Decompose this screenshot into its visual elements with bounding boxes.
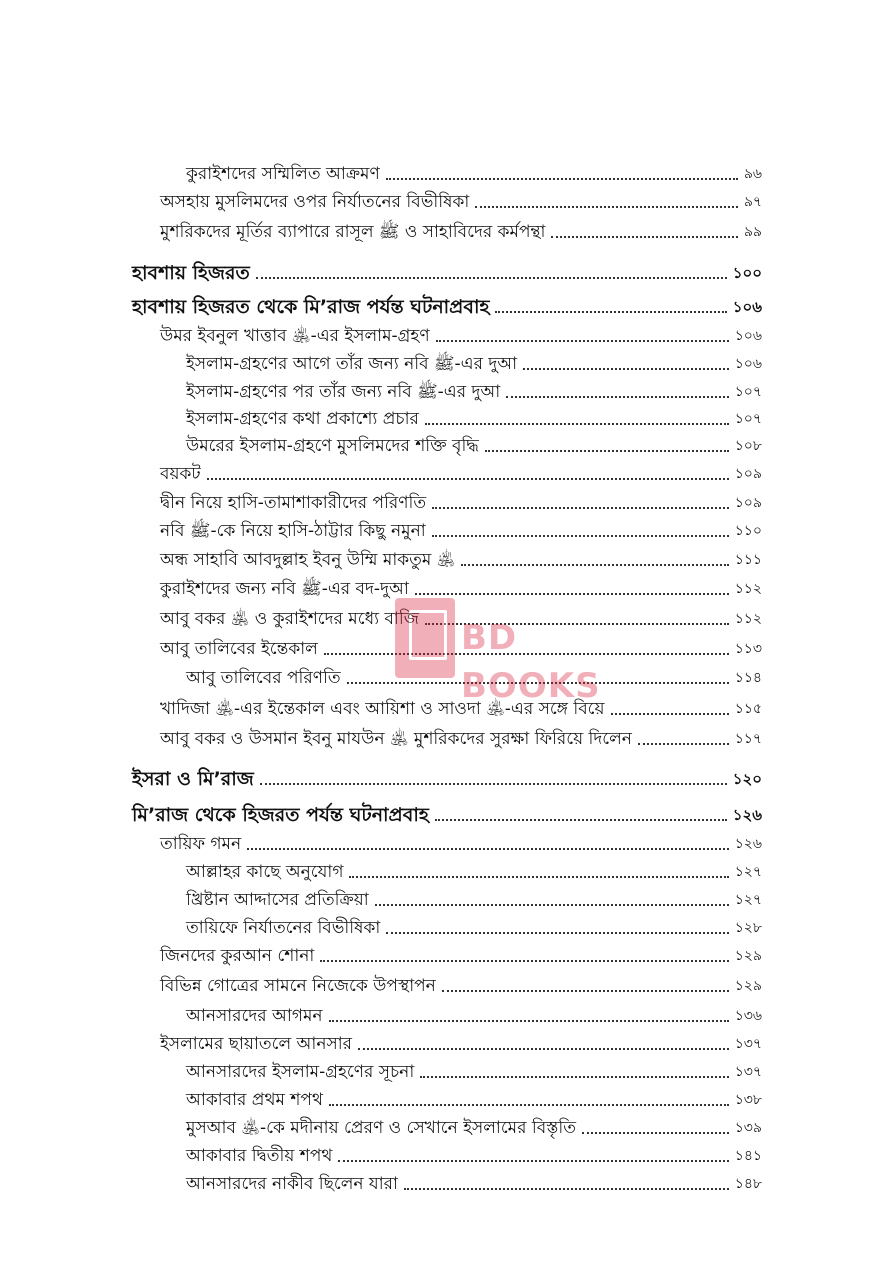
toc-entry[interactable] [160,690,762,720]
dot-leader [247,848,729,850]
toc-page-number: ১২০ [732,770,762,788]
toc-page-number: ১১০ [734,523,762,539]
toc-entry[interactable] [160,484,762,514]
toc-page-number: ১০৯ [734,495,762,511]
dot-leader [425,623,729,625]
toc-page-number: ১৪১ [734,1148,762,1164]
toc-title: হাবশায় হিজরত [132,262,250,284]
toc-page-number: ১১১ [734,552,762,568]
toc-entry[interactable] [160,1025,762,1055]
toc-page-number: ১১৫ [734,701,762,717]
toc-title: মুসআব ﵁-কে মদীনায় প্রেরণ ও সেখানে ইসলামের বিস্তৃতি [186,1118,577,1138]
toc-page-number: ১০৬ [734,328,762,344]
toc-title: আকাবার প্রথম শপথ [186,1090,323,1110]
toc-entry[interactable] [160,455,762,485]
toc-page-number: ১০০ [732,264,762,282]
toc-page-number: ৯৭ [743,194,762,210]
toc-section-entry[interactable] [132,254,762,284]
toc-page-number: ১৩৮ [734,1092,762,1108]
toc-title: দ্বীন নিয়ে হাসি-তামাশাকারীদের পরিণতি [160,493,427,513]
dot-leader [523,368,729,370]
toc-section-entry[interactable] [132,288,762,318]
toc-entry[interactable] [186,909,762,939]
dot-leader [435,819,727,821]
toc-title: মুশরিকদের মূর্তির ব্যাপারে রাসূল ﷺ ও সাহাবিদের কর্মপন্থা [160,222,546,242]
toc-page-number: ১৩৭ [734,1036,762,1052]
toc-entry[interactable] [186,881,762,911]
toc-title: খ্রিষ্টান আদ্দাসের প্রতিক্রিয়া [186,890,369,910]
toc-title: উমর ইবনুল খাত্তাব ﵁-এর ইসলাম-গ্রহণ [160,326,430,346]
toc-section-entry[interactable] [132,796,762,826]
toc-page-number: ১২৯ [734,978,762,994]
dot-leader [506,396,728,398]
toc-entry[interactable] [160,967,762,997]
toc-entry[interactable] [160,570,762,600]
toc-page-number: ৯৯ [743,224,762,240]
dot-leader [404,1188,729,1190]
dot-leader [349,876,728,878]
toc-page-number: ১০৯ [734,466,762,482]
dot-leader [551,236,737,238]
toc-title: জিনদের কুরআন শোনা [160,946,315,966]
toc-title: বিভিন্ন গোত্রের সামনে নিজেকে উপস্থাপন [160,976,436,996]
toc-page-number: ১০৮ [734,438,762,454]
toc-entry[interactable] [186,997,762,1027]
toc-entry[interactable] [186,1109,762,1139]
toc-title: আকাবার দ্বিতীয় শপথ [186,1146,333,1166]
toc-title: বয়কট [160,464,201,484]
toc-title: তায়িফ গমন [160,834,242,854]
toc-title: কুরাইশদের জন্য নবি ﷺ-এর বদ-দুআ [160,579,409,599]
toc-title: নবি ﷺ-কে নিয়ে হাসি-ঠাট্টার কিছু নমুনা [160,521,426,541]
toc-title: আবু তালিবের পরিণতি [186,668,341,688]
dot-leader [320,960,728,962]
toc-page-number: ১৩৯ [734,1120,762,1136]
toc-page-number: ১০৬ [734,356,762,372]
dot-leader [432,507,729,509]
toc-page-number: ১২৭ [734,892,762,908]
toc-title: ইসলামের ছায়াতলে আনসার [160,1034,353,1054]
dot-leader [461,564,728,566]
toc-page-number: ১১২ [734,611,762,627]
toc-entry[interactable] [160,825,762,855]
dot-leader [485,450,729,452]
toc-title: অসহায় মুসলিমদের ওপর নির্যাতনের বিভীষিকা [160,192,470,212]
toc-entry[interactable] [160,541,762,571]
watermark-text: BD BOOKS [461,618,601,706]
toc-entry[interactable] [186,373,762,403]
toc-entry[interactable] [186,427,762,457]
toc-page-number: ১৩৭ [734,1064,762,1080]
toc-entry[interactable] [160,512,762,542]
toc-entry[interactable] [160,600,762,630]
toc-title: উমরের ইসলাম-গ্রহণে মুসলিমদের শক্তি বৃদ্ধি [186,436,479,456]
dot-leader [386,178,738,180]
dot-leader [582,1132,729,1134]
toc-entry[interactable] [186,1165,762,1195]
toc-page-number: ১৪৮ [734,1176,762,1192]
toc-title: আবু বকর ﵁ ও কুরাইশদের মধ্যে বাজি [160,609,419,629]
toc-title: আবু বকর ও উসমান ইবনু মাযউন ﵁ মুশরিকদের সুরক্ষা ফিরিয়ে দিলেন [160,729,632,749]
toc-entry[interactable] [160,630,762,660]
toc-entry[interactable] [160,213,762,243]
dot-leader [347,682,729,684]
toc-title: আনসারদের ইসলাম-গ্রহণের সূচনা [186,1062,415,1082]
toc-title: তায়িফে নির্যাতনের বিভীষিকা [186,918,381,938]
dot-leader [358,1048,729,1050]
toc-page-number: ১৩৬ [734,1008,762,1024]
dot-leader [436,340,729,342]
toc-title: ইসলাম-গ্রহণের আগে তাঁর জন্য নবি ﷺ-এর দুআ [186,354,518,374]
dot-leader [475,206,737,208]
toc-entry[interactable] [186,400,762,430]
dot-leader [338,1160,728,1162]
dot-leader [375,904,729,906]
dot-leader [207,478,729,480]
dot-leader [425,423,729,425]
toc-title: ইসলাম-গ্রহণের পর তাঁর জন্য নবি ﷺ-এর দুআ [186,382,501,402]
dot-leader [386,932,728,934]
dot-leader [420,1076,728,1078]
dot-leader [638,743,729,745]
toc-entry[interactable] [186,155,762,185]
toc-entry[interactable] [186,1081,762,1111]
toc-entry[interactable] [160,183,762,213]
toc-page-number: ১০৭ [734,384,762,400]
toc-title: আবু তালিবের ইন্তেকাল [160,639,318,659]
dot-leader [611,713,729,715]
toc-page-number: ১০৬ [732,298,762,316]
toc-title: আনসারদের নাকীব ছিলেন যারা [186,1174,398,1194]
toc-page-number: ১১২ [734,581,762,597]
dot-leader [324,653,729,655]
toc-title: খাদিজা ﵁-এর ইন্তেকাল এবং আয়িশা ও সাওদা ﵁-এর সঙ্গে বিয়ে [160,699,605,719]
toc-page-number: ১২৭ [734,864,762,880]
toc-entry[interactable] [186,659,762,689]
toc-title: হাবশায় হিজরত থেকে মি’রাজ পর্যন্ত ঘটনাপ্রবাহ [132,296,490,318]
toc-title: ইসলাম-গ্রহণের কথা প্রকাশ্যে প্রচার [186,409,419,429]
toc-section-entry[interactable] [132,760,762,790]
dot-leader [256,277,727,279]
toc-page-number: ১১৪ [734,670,762,686]
toc-entry[interactable] [160,937,762,967]
toc-title: ইসরা ও মি’রাজ [132,768,254,790]
toc-page-number: ৯৬ [743,166,762,182]
toc-page-number: ১২৬ [734,836,762,852]
dot-leader [442,990,729,992]
dot-leader [329,1104,729,1106]
toc-page-number: ১১৩ [734,641,762,657]
toc-title: মি’রাজ থেকে হিজরত পর্যন্ত ঘটনাপ্রবাহ [132,804,429,826]
toc-entry[interactable] [186,1053,762,1083]
toc-entry[interactable] [160,317,762,347]
toc-page-number: ১২৬ [732,806,762,824]
toc-entry[interactable] [186,853,762,883]
dot-leader [260,783,727,785]
dot-leader [495,311,726,313]
toc-entry[interactable] [160,720,762,750]
dot-leader [329,1020,729,1022]
toc-title: আনসারদের আগমন [186,1006,323,1026]
dot-leader [415,593,729,595]
toc-page-number: ১১৭ [734,731,762,747]
dot-leader [432,535,729,537]
toc-page-number: ১২৮ [734,920,762,936]
toc-page-number: ১০৭ [734,411,762,427]
toc-title: অন্ধ সাহাবি আবদুল্লাহ ইবনু উম্মি মাকতুম ﵁ [160,550,456,570]
toc-title: কুরাইশদের সম্মিলিত আক্রমণ [186,164,380,184]
toc-title: আল্লাহর কাছে অনুযোগ [186,862,344,882]
toc-page-number: ১২৯ [734,948,762,964]
toc-entry[interactable] [186,1137,762,1167]
toc-entry[interactable] [186,345,762,375]
